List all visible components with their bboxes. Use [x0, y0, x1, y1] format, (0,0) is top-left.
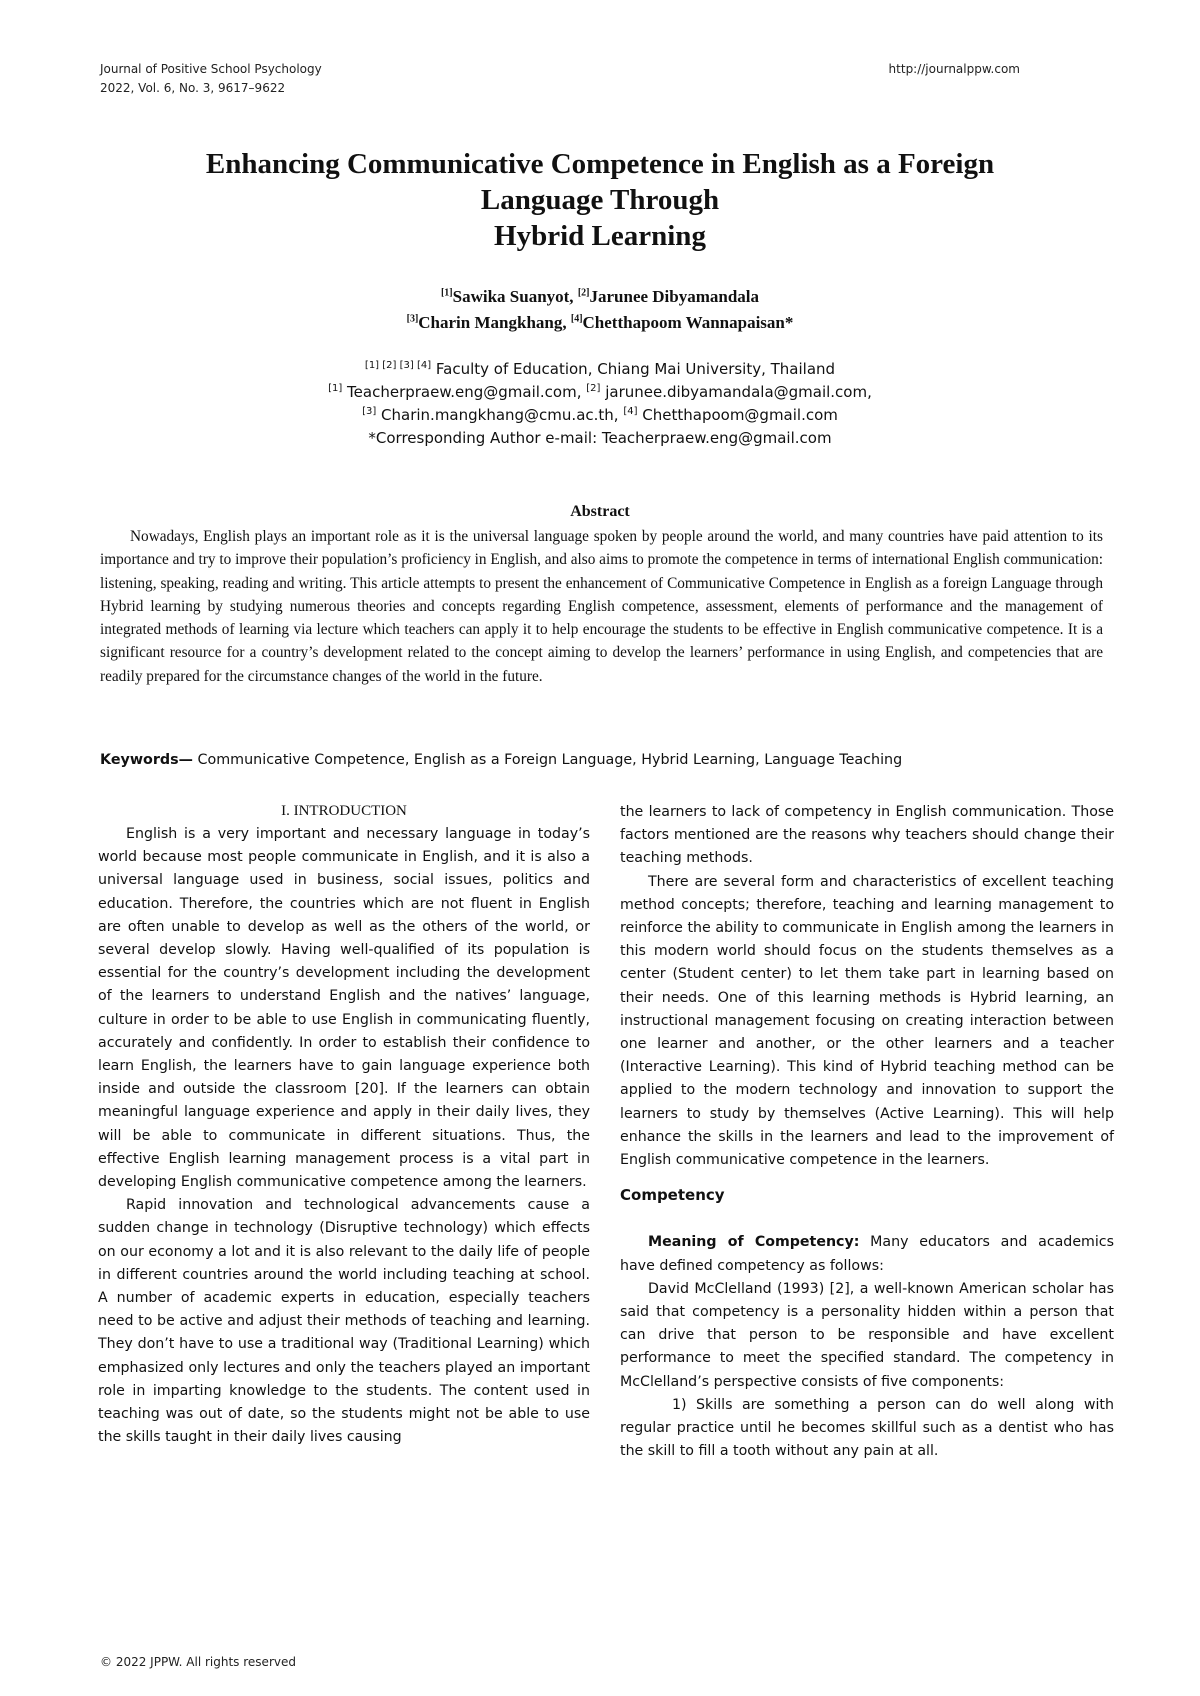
- title-line-3: Hybrid Learning: [494, 220, 706, 252]
- keywords-label: Keywords—: [100, 752, 193, 768]
- left-column: [98, 800, 590, 1449]
- copyright-footer: © 2022 JPPW. All rights reserved: [100, 1655, 296, 1669]
- skills-paragraph: 1) Skills are something a person can do well along with regular practice until he becomes skillful such as a dentist who has the skill to fill a tooth without any pain at all.: [620, 1396, 1114, 1460]
- meaning-text: Many educators and academics have defined competency as follows:: [620, 1234, 1114, 1274]
- keywords: [100, 749, 1103, 771]
- competency-heading: Competency: [620, 1186, 725, 1205]
- author-list: [110, 284, 1090, 336]
- author-2-mark: [2]: [577, 287, 590, 299]
- author-line-1: [110, 284, 1090, 310]
- abstract-heading: Abstract: [570, 503, 630, 520]
- journal-info: [100, 60, 322, 98]
- author-2: Jarunee Dibyamandala: [589, 287, 760, 306]
- email-3[interactable]: Charin.mangkhang@cmu.ac.th,: [376, 406, 624, 424]
- email-3-mark: [3]: [362, 406, 377, 417]
- email-4-mark: [4]: [623, 406, 638, 417]
- intro-paragraph-1: English is a very important and necessary language in today’s world because most people communicate in English, and it is also a universal language used in business, social issues, politics and education. Therefore, the countries which are not fluent in English are often unable to develop as well as the others of the world, or several develop slowly. Having well-qualified of its population is essential for the country’s development including the development of the learners to understand English and the natives’ language, culture in order to be able to use English in communicating fluently, accurately and confidently. In order to establish their confidence to learn English, the learners have to gain language experience both inside and outside the classroom [20]. If the learners can obtain meaningful language experience and apply in their daily lives, they will be able to communicate in different situations. Thus, the effective English learning management process is a vital part in developing English communicative competence among the learners.: [98, 826, 590, 1191]
- author-1-mark: [1]: [440, 287, 453, 299]
- right-column: [620, 801, 1114, 1463]
- author-3-mark: [3]: [406, 313, 419, 325]
- author-1: Sawika Suanyot,: [452, 287, 578, 306]
- author-4: Chetthapoom Wannapaisan*: [582, 313, 794, 332]
- journal-volume: 2022, Vol. 6, No. 3, 9617–9622: [100, 81, 286, 95]
- email-1-mark: [1]: [328, 383, 343, 394]
- email-4[interactable]: Chetthapoom@gmail.com: [637, 406, 838, 424]
- intro-paragraph-2-continued: the learners to lack of competency in English communication. Those factors mentioned are the reasons why teachers should change their teaching methods.: [620, 804, 1114, 867]
- journal-name: Journal of Positive School Psychology: [100, 62, 322, 76]
- meaning-paragraph: [620, 1231, 1114, 1277]
- email-2[interactable]: jarunee.dibyamandala@gmail.com,: [600, 383, 872, 401]
- email-2-mark: [2]: [586, 383, 601, 394]
- email-line-2: [110, 404, 1090, 427]
- author-3: Charin Mangkhang,: [418, 313, 571, 332]
- affiliation-marks: [1] [2] [3] [4]: [364, 360, 432, 371]
- abstract-text: Nowadays, English plays an important role as it is the universal language spoken by people around the world, and many countries have paid attention to its importance and try to improve their population’s proficiency in English, and also aims to promote the competence in terms of international English communication: listening, speaking, reading and writing. This article attempts to present the enhancement of Communicative Competence in English as a foreign Language through Hybrid learning by studying numerous theories and concepts regarding English competence, assessment, elements of performance and the management of integrated methods of learning via lecture which teachers can apply it to help encourage the students to be effective in English communicative competence. It is a significant resource for a country’s development related to the concept aiming to develop the learners’ performance in using English, and competencies that are readily prepared for the circumstance changes of the world in the future.: [100, 528, 1103, 685]
- author-line-2: [110, 310, 1090, 336]
- title-line-2: Language Through: [480, 184, 720, 216]
- meaning-label: Meaning of Competency:: [648, 1234, 860, 1251]
- affiliation-block: [110, 358, 1090, 450]
- title-line-1: Enhancing Communicative Competence in English as a Foreign: [205, 148, 995, 180]
- email-1[interactable]: Teacherpraew.eng@gmail.com,: [342, 383, 587, 401]
- affiliation-faculty: Faculty of Education, Chiang Mai University, Thailand: [431, 360, 836, 378]
- intro-paragraph-3: There are several form and characteristics of excellent teaching method concepts; therefore, teaching and learning management to reinforce the ability to communicate in English among the learners in this modern world should focus on the students themselves as a center (Student center) to let them take part in learning based on their needs. One of this learning methods is Hybrid learning, an instructional management focusing on creating interaction between one learner and another, or the other learners and a teacher (Interactive Learning). This kind of Hybrid teaching method can be applied to the modern technology and innovation to support the learners to study by themselves (Active Learning). This will help enhance the skills in the learners and lead to the improvement of English communicative competence in the learners.: [620, 873, 1114, 1169]
- author-4-mark: [4]: [570, 313, 583, 325]
- intro-paragraph-2: Rapid innovation and technological advancements cause a sudden change in technology (Disruptive technology) which effects on our economy a lot and it is also relevant to the daily life of people in different countries around the world including teaching at school. A number of academic experts in education, especially teachers need to be active and adjust their methods of teaching and learning. They don’t have to use a traditional way (Traditional Learning) which emphasized only lectures and only the teachers played an important role in imparting knowledge to the students. The content used in teaching was out of date, so the students might not be able to use the skills taught in their daily lives causing: [98, 1197, 590, 1446]
- journal-url[interactable]: http://journalppw.com: [888, 62, 1020, 76]
- mcclelland-paragraph: David McClelland (1993) [2], a well-known American scholar has said that competency is a personality hidden within a person that can drive that person to be responsible and have excellent performance to meet the specified standard. The competency in McClelland’s perspective consists of five components:: [620, 1280, 1114, 1390]
- paper-title: [110, 146, 1090, 254]
- affiliation-line: [110, 358, 1090, 381]
- keywords-text: Communicative Competence, English as a Foreign Language, Hybrid Learning, Language Teaching: [192, 752, 903, 768]
- corresponding-author: *Corresponding Author e-mail: Teacherpraew.eng@gmail.com: [368, 429, 832, 447]
- intro-heading: I. INTRODUCTION: [281, 803, 407, 819]
- email-line-1: [110, 381, 1090, 404]
